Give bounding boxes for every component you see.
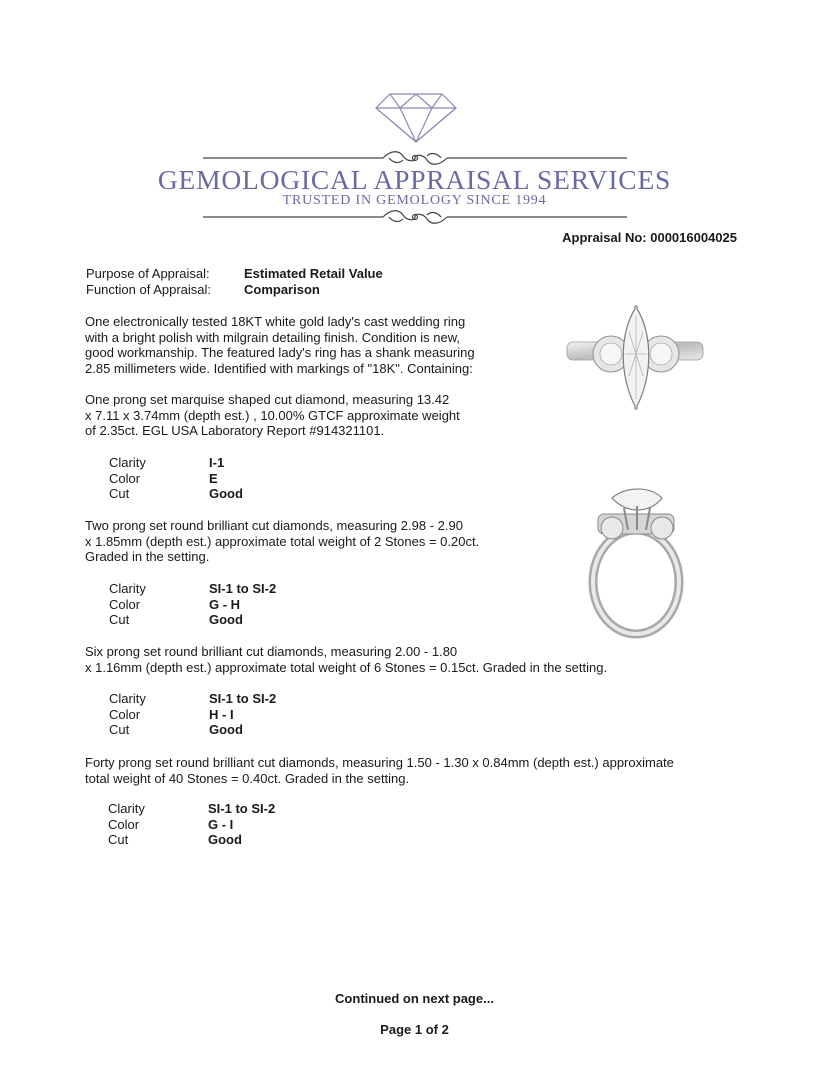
stone-group-1-description (85, 392, 460, 439)
description-line: One electronically tested 18KT white gold lady's cast wedding ring (85, 314, 466, 329)
grade-value: G - H (209, 596, 241, 612)
grade-label: Color (108, 816, 140, 832)
appraisal-number: Appraisal No: 000016004025 (562, 230, 737, 245)
stone-line: x 1.85mm (depth est.) approximate total weight of 2 Stones = 0.20ct. (85, 533, 480, 549)
ring-description (85, 314, 475, 376)
continued-notice: Continued on next page... (335, 991, 494, 1006)
purpose-value: Estimated Retail Value (244, 266, 383, 281)
grade-label: Clarity (109, 455, 146, 470)
function-value: Comparison (244, 282, 320, 297)
ornamental-divider-bottom (203, 206, 627, 228)
stone-group-3-description (85, 644, 607, 675)
grade-label: Cut (108, 832, 129, 847)
stone-line: x 1.16mm (depth est.) approximate total weight of 6 Stones = 0.15ct. Graded in the setting. (85, 659, 608, 675)
grade-value: I-1 (209, 455, 225, 470)
grade-label: Cut (109, 612, 130, 627)
grade-label: Cut (109, 486, 130, 501)
grade-value: Good (209, 612, 243, 627)
purpose-label: Purpose of Appraisal: (86, 266, 210, 281)
grade-label: Color (109, 470, 141, 486)
ring-side-view-image (580, 484, 690, 644)
company-name: GEMOLOGICAL APPRAISAL SERVICES (157, 164, 672, 195)
stone-line: Graded in the setting. (85, 549, 210, 564)
stone-line: One prong set marquise shaped cut diamond, measuring 13.42 (85, 392, 450, 407)
function-label: Function of Appraisal: (86, 282, 212, 297)
ring-top-view-image (565, 304, 705, 412)
grade-value: E (209, 470, 218, 486)
diamond-logo-icon (374, 92, 458, 144)
function-row (86, 282, 320, 297)
grade-label: Clarity (109, 581, 146, 596)
stone-line: total weight of 40 Stones = 0.40ct. Graded in the setting. (85, 770, 410, 786)
purpose-row (86, 266, 383, 281)
stone-group-4-grades (108, 801, 275, 848)
grade-label: Color (109, 596, 141, 612)
grade-label: Color (109, 706, 141, 722)
stone-line: Forty prong set round brilliant cut diamonds, measuring 1.50 - 1.30 x 0.84mm (depth est.) approximate (85, 755, 674, 770)
stone-group-2-grades (109, 581, 276, 628)
grade-value: H - I (209, 706, 234, 722)
page-number: Page 1 of 2 (380, 1022, 449, 1037)
grade-value: Good (209, 486, 243, 501)
stone-line: of 2.35ct. EGL USA Laboratory Report #914321101. (85, 423, 385, 438)
description-line: 2.85 millimeters wide. Identified with markings of "18K". Containing: (85, 360, 473, 376)
grade-label: Clarity (108, 801, 145, 816)
grade-value: SI-1 to SI-2 (209, 581, 277, 596)
grade-value: Good (208, 832, 242, 847)
company-tagline: TRUSTED IN GEMOLOGY SINCE 1994 (282, 193, 547, 208)
stone-line: Two prong set round brilliant cut diamonds, measuring 2.98 - 2.90 (85, 518, 463, 533)
stone-group-4-description (85, 755, 674, 786)
stone-group-3-grades (109, 691, 276, 738)
grade-label: Clarity (109, 691, 146, 706)
description-line: good workmanship. The featured lady's ring has a shank measuring (85, 345, 475, 360)
grade-value: Good (209, 722, 243, 737)
stone-line: Six prong set round brilliant cut diamonds, measuring 2.00 - 1.80 (85, 644, 458, 659)
grade-value: G - I (208, 816, 234, 832)
grade-label: Cut (109, 722, 130, 737)
stone-group-1-grades (109, 455, 243, 502)
grade-value: SI-1 to SI-2 (208, 801, 276, 816)
stone-line: x 7.11 x 3.74mm (depth est.) , 10.00% GTCF approximate weight (85, 407, 460, 423)
stone-group-2-description (85, 518, 479, 565)
grade-value: SI-1 to SI-2 (209, 691, 277, 706)
description-line: with a bright polish with milgrain detailing finish. Condition is new, (85, 329, 461, 345)
